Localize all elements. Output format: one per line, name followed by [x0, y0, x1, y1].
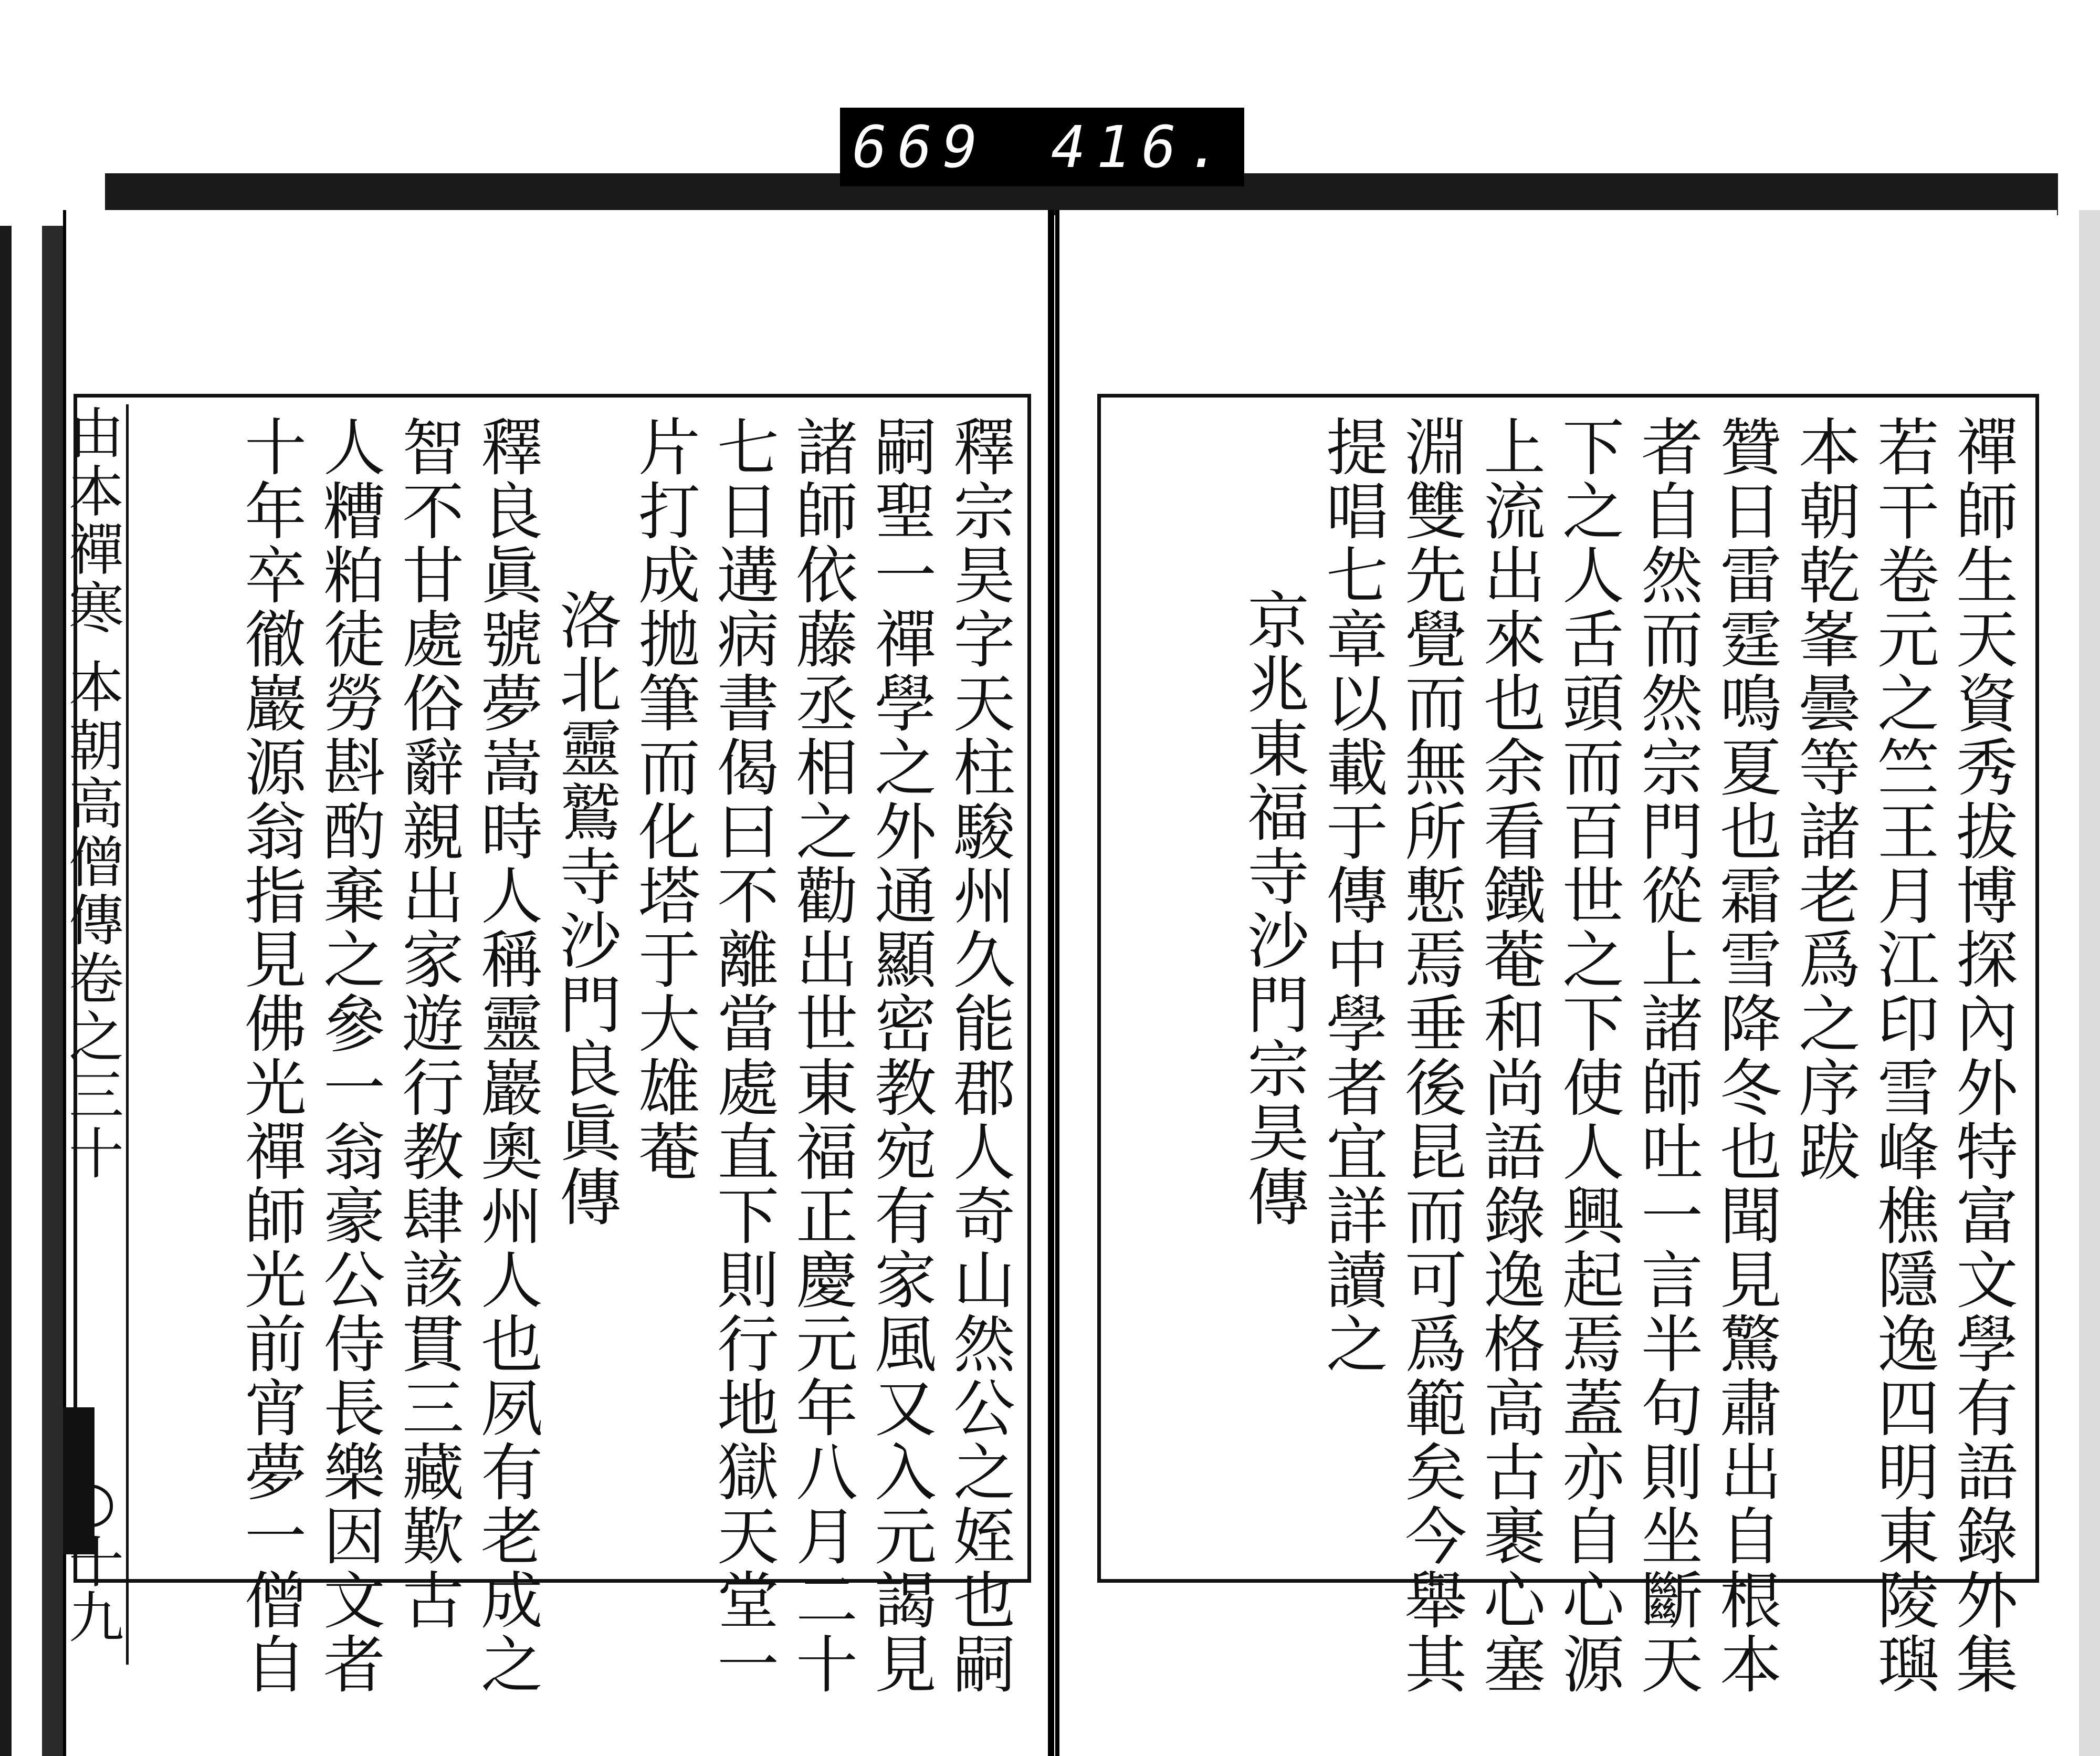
- left-main-text: [131, 415, 1018, 1696]
- biography-heading: 洛北靈鷲寺沙門良眞傳: [549, 588, 622, 1229]
- hashira-title: 由本禪寒 本朝高僧傳卷之三十: [60, 404, 124, 1183]
- text-column: 釋良眞號夢嵩時人稱靈巖奧州人也夙有老成之: [470, 415, 543, 1696]
- text-column: 本朝乾峯曇等諸老爲之序跋: [1788, 415, 1861, 1184]
- catalog-label: [840, 108, 1244, 186]
- right-main-text: [1108, 415, 2021, 1696]
- text-column: 片打成拋筆而化塔于大雄菴: [628, 415, 700, 1184]
- text-column: 禪師生天資秀拔博探內外特富文學有語錄外集: [1946, 415, 2018, 1696]
- text-column: 上流出來也余看鐵菴和尚語錄逸格高古裹心塞: [1473, 415, 1546, 1696]
- text-column: 釋宗昊字天柱駿州久能郡人奇山然公之姪也嗣: [943, 415, 1015, 1696]
- catalog-frame: 416.: [1051, 113, 1232, 181]
- text-column: 諸師依藤丞相之勸出世東福正慶元年八月二十: [785, 415, 858, 1696]
- text-column: 下之人舌頭而百世之下使人興起焉蓋亦自心源: [1552, 415, 1624, 1696]
- scanner-frame-left: [0, 226, 12, 1756]
- text-column: 若干卷元之竺王月江印雪峰樵隱逸四明東陵璵: [1867, 415, 1939, 1696]
- text-column: 贊日雷霆鳴夏也霜雪降冬也聞見驚肅出自根本: [1709, 415, 1782, 1696]
- catalog-volume: 669: [852, 113, 988, 181]
- page-number: ○十九: [60, 1469, 124, 1644]
- text-column: 智不甘處俗辭親出家遊行教肆該貫三藏歎古: [392, 415, 464, 1632]
- text-column: 十年卒徹巖源翁指見佛光禪師光前宵夢一僧自: [234, 415, 307, 1696]
- text-column: 人糟粕徒勞斟酌棄之參一翁豪公侍長樂因文者: [313, 415, 385, 1696]
- hashira-margin: [58, 404, 129, 1665]
- book-edge-right: [2079, 210, 2100, 1756]
- biography-heading: 京兆東福寺沙門宗昊傳: [1237, 588, 1309, 1229]
- text-column: 淵雙先覺而無所慙焉垂後昆而可爲範矣今舉其: [1394, 415, 1467, 1696]
- text-column: 者自然而然宗門從上諸師吐一言半句則坐斷天: [1631, 415, 1703, 1696]
- text-column: 嗣聖一禪學之外通顯密教宛有家風又入元謁見: [864, 415, 937, 1696]
- text-column: 七日遘病書偈曰不離當處直下則行地獄天堂一: [707, 415, 779, 1696]
- page-gutter: [1048, 210, 1054, 1756]
- text-column: 提唱七章以載于傳中學者宜詳讀之: [1316, 415, 1388, 1376]
